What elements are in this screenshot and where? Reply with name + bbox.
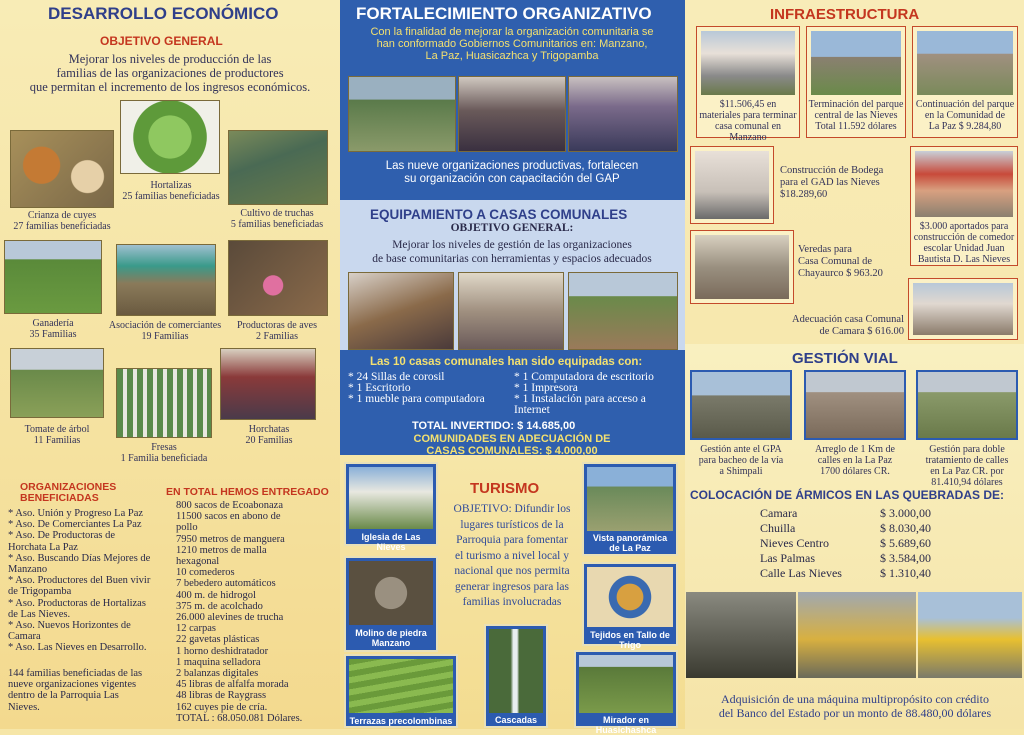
entregado-list: 800 sacos de Ecoabonaza 11500 sacos en abono de pollo 7950 metros de manguera 1210 metros de malla hexagonal 10 comederos 7 bebedero automáticos 400 m. de hidrogol 375 m. de acolchado 26.000 alevines de trucha 12 carpas 22 gavetas plásticas 1 horno deshidratador 1 maquina selladora 2 balanzas digitales 45 libras de alfalfa morada 48 libras de Raygrass 162 cuyes pie de cría. TOTAL : 68.050.081 Dólares.: [176, 500, 303, 724]
truchas-photo: [228, 130, 328, 205]
fort-text: Con la finalidad de mejorar la organización comunitaria se han conformado Gobiernos Comunitarios en: Manzano, La Paz, Huasicazhca y Trigopamba: [370, 26, 654, 62]
org-list: * Aso. Unión y Progreso La Paz * Aso. De Comerciantes La Paz * Aso. De Productoras de Horchata La Paz * Aso. Buscando Días Mejores de Manzano * Aso. Productores del Buen vivir de Trigopamba * Aso. Productoras de Hortalizas de Las Nieves. * Aso. Nuevos Horizontes de Camara * Aso. Las Nieves en Desarrollo.: [8, 508, 151, 654]
desarrollo-title: DESARROLLO ECONÓMICO: [48, 4, 279, 23]
fresas-photo: [116, 368, 212, 438]
hortalizas-photo: [120, 100, 220, 174]
equip-col1: * 24 Sillas de corosil * 1 Escritorio * 1 mueble para computadora: [348, 371, 485, 405]
armicos-row: Camara $ 3.000,00: [760, 506, 931, 520]
bacheo-photo: [690, 370, 792, 440]
turismo-text: OBJETIVO: Difundir los lugares turísticos de la Parroquia para fomentar el turismo a nivel local y nacional que nos permita generar ingresos para las familias involucradas: [453, 503, 571, 608]
arreglo-caption: Arreglo de 1 Km de calles en la La Paz 1700 dólares CR.: [815, 444, 895, 477]
aves-caption: Productoras de aves 2 Familias: [237, 320, 317, 342]
cuyes-caption: Crianza de cuyes 27 familias beneficiadas: [13, 210, 111, 232]
org-header: ORGANIZACIONES BENEFICIADAS: [20, 481, 117, 504]
tejidos-caption: Tejidos en Tallo de Trigo: [590, 630, 670, 650]
truchas-caption: Cultivo de truchas 5 familias beneficiadas: [230, 208, 324, 230]
maquina-caption: Adquisición de una máquina multipropósito con crédito del Banco del Estado por un monto de 88.480,00 dólares: [718, 692, 992, 720]
cascadas-caption: Cascadas: [494, 715, 538, 725]
cuyes-photo: [10, 130, 114, 208]
equip-photo-2: [458, 272, 564, 350]
adecuacion-text: COMUNIDADES EN ADECUACIÓN DE CASAS COMUNALES: $ 4.000,00: [413, 433, 611, 457]
fort-photo-1: [348, 76, 456, 152]
maquina-photo-3: [918, 592, 1022, 678]
ganaderia-photo: [4, 240, 102, 314]
total-invertido: TOTAL INVERTIDO: $ 14.685,00: [412, 420, 576, 432]
objetivo-header: OBJETIVO GENERAL: [100, 34, 223, 48]
bodega-caption: Construcción de Bodega para el GAD las Nieves $18.289,60: [780, 165, 884, 200]
cascadas-card: [484, 624, 548, 728]
camara-card: [908, 278, 1018, 340]
tomate-photo: [10, 348, 104, 418]
armicos-table: [760, 506, 960, 581]
aves-photo: [228, 240, 328, 316]
equip-col2: * 1 Computadora de escritorio * 1 Impresora * 1 Instalación para acceso a Internet: [514, 371, 654, 416]
camara-caption: Adecuación casa Comunal de Camara $ 616.00: [792, 314, 904, 337]
fort-caption: Las nueve organizaciones productivas, fortalecen su organización con capacitación del GAP: [385, 160, 639, 185]
veredas-caption: Veredas para Casa Comunal de Chayaurco $ 963.20: [798, 244, 883, 279]
iglesia-caption: Iglesia de Las Nieves: [361, 532, 421, 552]
doble-photo: [916, 370, 1018, 440]
casa-card: $11.506,45 en materiales para terminar casa comunal en Manzano: [696, 26, 800, 138]
iglesia-card: [344, 462, 438, 552]
molino-caption: Molino de piedra Manzano: [355, 628, 427, 648]
terrazas-caption: Terrazas precolombinas: [349, 716, 453, 726]
terrazas-card: [344, 654, 458, 728]
arreglo-photo: [804, 370, 906, 440]
org-footer: 144 familias beneficiadas de las nueve organizaciones vigentes dentro de la Parroquia Las Nieves.: [8, 668, 143, 713]
comerciantes-photo: [116, 244, 216, 316]
fort-photo-3: [568, 76, 678, 152]
bodega-card: [690, 146, 774, 224]
equip-photo-3: [568, 272, 678, 350]
armicos-row: Las Palmas $ 3.584,00: [760, 551, 931, 565]
armicos-title: COLOCACIÓN DE ÁRMICOS EN LAS QUEBRADAS DE:: [690, 488, 1005, 502]
veredas-card: [690, 230, 794, 304]
mirador-card: [574, 650, 678, 735]
horchatas-caption: Horchatas 20 Familias: [245, 424, 293, 446]
molino-card: [344, 556, 438, 652]
objetivo-text: Mejorar los niveles de producción de las familias de las organizaciones de productores que permitan el incremento de los ingresos económicos.: [29, 52, 311, 94]
equip-text: Mejorar los niveles de gestión de las organizaciones de base comunitarias con herramientas y espacios adecuados: [372, 239, 652, 265]
entregado-header: EN TOTAL HEMOS ENTREGADO: [166, 486, 329, 498]
armicos-row: Calle Las Nieves $ 1.310,40: [760, 566, 931, 580]
hortalizas-caption: Hortalizas 25 familias beneficiadas: [122, 180, 220, 202]
fresas-caption: Fresas 1 Familia beneficiada: [120, 442, 208, 464]
armicos-row: Chuilla $ 8.030,40: [760, 521, 931, 535]
maquina-photo-2: [798, 592, 916, 678]
turismo-title: TURISMO: [470, 480, 540, 497]
horchatas-photo: [220, 348, 316, 420]
parque2-card: Continuación del parque en la Comunidad de La Paz $ 9.284,80: [912, 26, 1018, 138]
equip-obj: OBJETIVO GENERAL:: [450, 222, 574, 234]
mirador-caption: Mirador en Huasichashca: [595, 715, 657, 735]
fort-title: FORTALECIMIENTO ORGANIZATIVO: [356, 4, 652, 23]
tejidos-card: [582, 562, 678, 650]
armicos-row: Nieves Centro $ 5.689,60: [760, 536, 931, 550]
doble-caption: Gestión para doble tratamiento de calles en La Paz CR. por 81.410,94 dólares: [925, 444, 1009, 488]
equip-subhdr: Las 10 casas comunales han sido equipadas con:: [370, 356, 643, 368]
comedor-card: $3.000 aportados para construcción de comedor escolar Unidad Juan Bautista D. Las Nieves: [910, 146, 1018, 266]
comerciantes-caption: Asociación de comerciantes 19 Familias: [108, 320, 222, 342]
bacheo-caption: Gestión ante el GPA para bacheo de la vía a Shimpali: [698, 444, 784, 477]
fort-photo-2: [458, 76, 566, 152]
vial-title: GESTIÓN VIAL: [792, 350, 898, 367]
ganaderia-caption: Ganadería 35 Familias: [29, 318, 77, 340]
parque-card: Terminación del parque central de las Nieves Total 11.592 dólares: [806, 26, 906, 138]
equip-photo-1: [348, 272, 454, 350]
vista-caption: Vista panorámica de La Paz: [592, 533, 668, 553]
infra-title: INFRAESTRUCTURA: [770, 6, 920, 23]
vista-card: [582, 462, 678, 556]
equip-title: EQUIPAMIENTO A CASAS COMUNALES: [370, 207, 628, 222]
maquina-photo-1: [686, 592, 796, 678]
tomate-caption: Tomate de árbol 11 Familias: [24, 424, 90, 446]
